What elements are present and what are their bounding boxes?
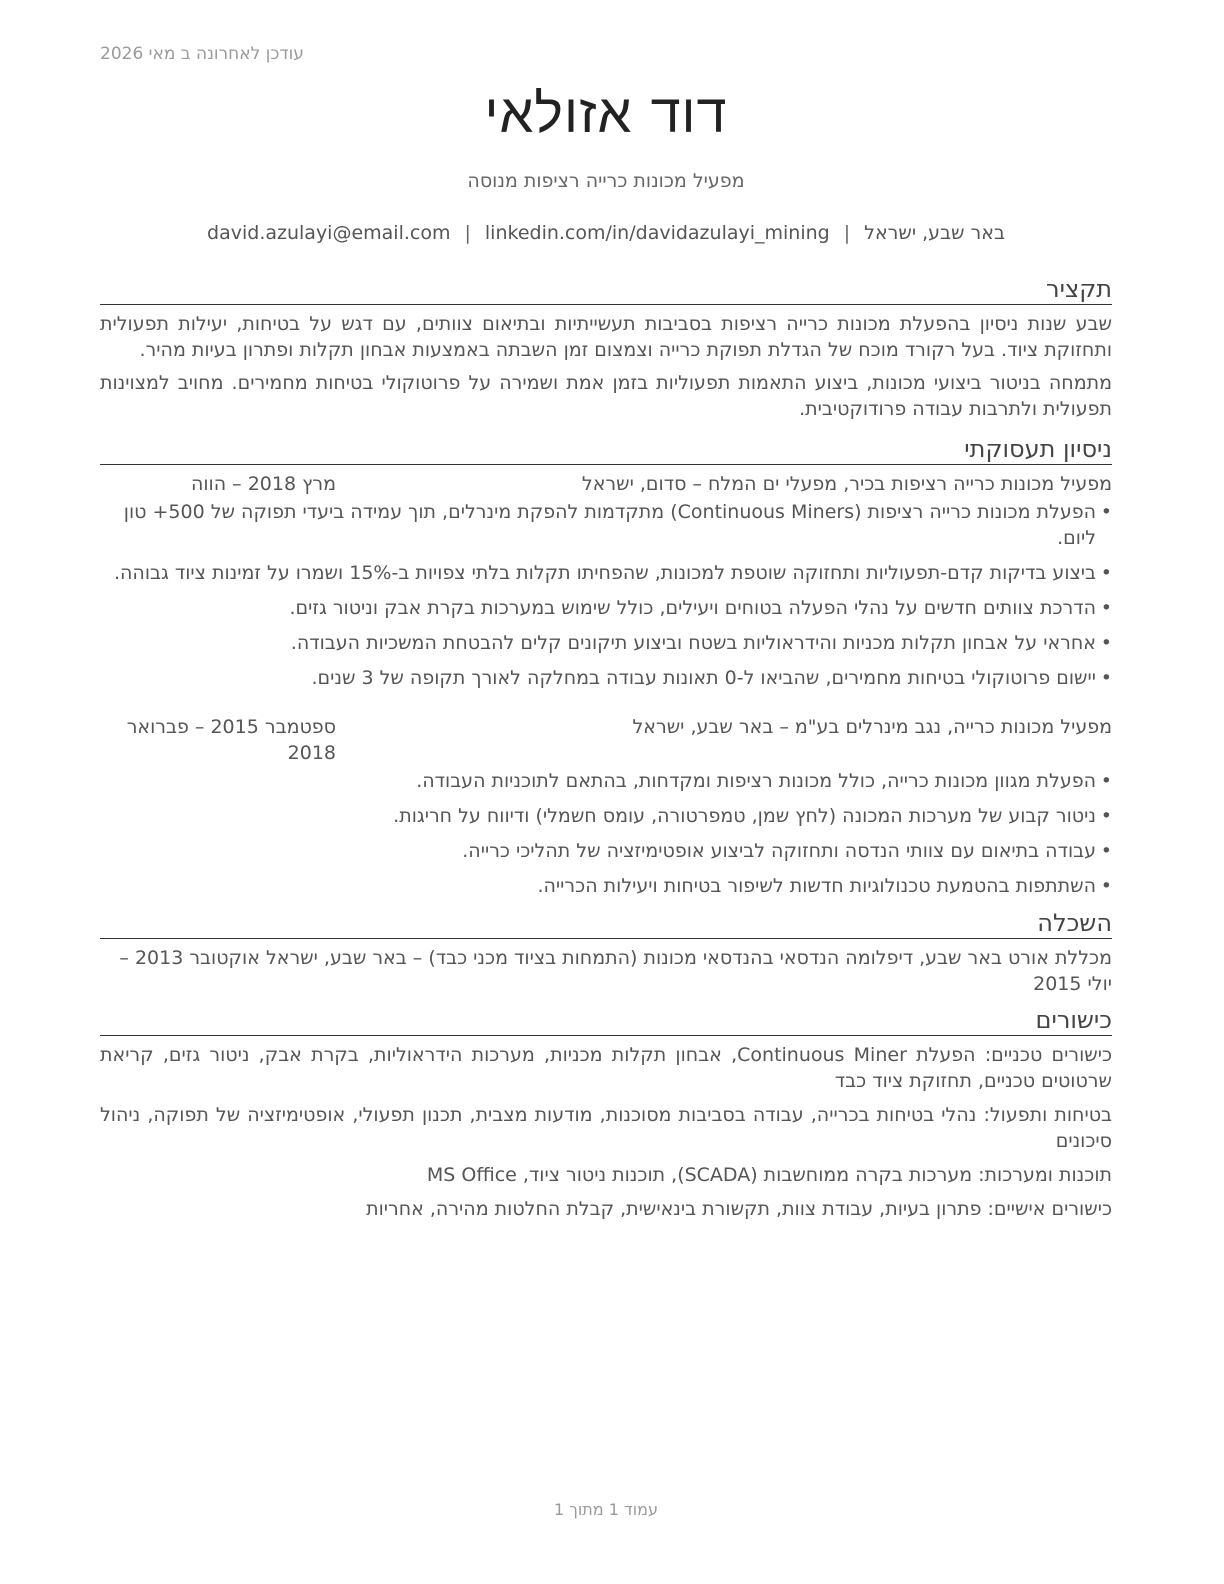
job-bullet: • השתתפות בהטמעת טכנולוגיות חדשות לשיפור בטיחות ויעילות הכרייה. [100,873,1112,899]
last-updated: עודכן לאחרונה ב מאי 2026 [100,44,304,64]
section-title-skills: כישורים [100,1005,1112,1036]
job-bullet: • הדרכת צוותים חדשים על נהלי הפעלה בטוחים ויעילים, כולל שימוש במערכות בקרת אבק וניטור גזים. [100,595,1112,621]
skill-line: כישורים אישיים: פתרון בעיות, עבודת צוות, תקשורת בינאישית, קבלת החלטות מהירה, אחריות [366,1198,1112,1220]
job-dates: ספטמבר 2015 – פברואר 2018 [126,716,336,764]
skills-section [100,1005,1112,1222]
job-bullet: • ניטור קבוע של מערכות המכונה (לחץ שמן, טמפרטורה, עומס חשמלי) ודיווח על חריגות. [100,803,1112,829]
contact-location: באר שבע, ישראל [864,222,1005,244]
page-number: עמוד 1 מתוך 1 [554,1500,658,1519]
job-bullet: • הפעלת מגוון מכונות כרייה, כולל מכונות רציפות ומקדחות, בהתאם לתוכניות העבודה. [100,768,1112,794]
contact-separator: | [843,222,851,244]
contact-linkedin[interactable]: linkedin.com/in/davidazulayi_mining [484,222,830,244]
job-header [100,471,1112,497]
candidate-name: דוד אזולאי [484,82,728,145]
summary-paragraph: מתמחה בניטור ביצועי מכונות, ביצוע התאמות תפעוליות בזמן אמת ושמירה על פרוטוקולי בטיחות מחמירים. מחויב למצוינות תפעולית ולתרבות עבודה פרודוקטיבית. [100,372,1112,420]
section-title-experience: ניסיון תעסוקתי [100,434,1112,465]
education-section [100,908,1112,997]
section-title-summary: תקציר [100,274,1112,305]
contact-line [100,222,1112,244]
section-title-education: השכלה [100,908,1112,939]
job-bullet: • הפעלת מכונות כרייה רציפות (Continuous Miners) מתקדמות להפקת מינרלים, תוך עמידה ביעדי תפוקה של 500+ טון ליום. [100,499,1112,551]
summary-paragraph: שבע שנות ניסיון בהפעלת מכונות כרייה רציפות בסביבות תעשייתיות ובתיאום צוותים, עם דגש על בטיחות, יעילות תפעולית ותחזוקת ציוד. בעל רקורד מוכח של הגדלת תפוקת כרייה וצמצום זמן השבתה באמצעות אבחון תקלות ופתרון בעיות מהיר. [100,313,1112,361]
job-header [100,714,1112,766]
job-bullet: • אחראי על אבחון תקלות מכניות והידראוליות בשטח וביצוע תיקונים קלים להבטחת המשכיות העבודה. [100,630,1112,656]
resume-page [100,0,1112,1584]
job-headline: מפעיל מכונות כרייה רציפות מנוסה [467,170,745,192]
skill-line: בטיחות ותפעול: נהלי בטיחות בכרייה, עבודה בסביבות מסוכנות, מודעות מצבית, תכנון תפעולי, אופטימיזציה של תפוקה, ניהול סיכונים [100,1104,1112,1152]
job-dates: מרץ 2018 – הווה [190,473,336,495]
contact-email[interactable]: david.azulayi@email.com [207,222,451,244]
job-bullet: • ביצוע בדיקות קדם-תפעוליות ותחזוקה שוטפת למכונות, שהפחיתו תקלות בלתי צפויות ב-15% ושמרו על זמינות ציוד גבוהה. [100,560,1112,586]
job-entry [100,471,1112,691]
experience-section [100,434,1112,899]
job-bullets [100,768,1112,899]
education-entry: מכללת אורט באר שבע, דיפלומה הנדסאי בהנדסאי מכונות (התמחות בציוד מכני כבד) – באר שבע, ישראל אוקטובר 2013 – יולי 2015 [119,947,1112,995]
contact-separator: | [464,222,471,244]
skill-line: כישורים טכניים: הפעלת Continuous Miner, אבחון תקלות מכניות, מערכות הידראוליות, בקרת אבק, ניטור גזים, קריאת שרטוטים טכניים, תחזוקת ציוד כבד [100,1044,1112,1092]
job-title: מפעיל מכונות כרייה רציפות בכיר, מפעלי ים המלח – סדום, ישראל [581,473,1112,495]
job-bullet: • עבודה בתיאום עם צוותי הנדסה ותחזוקה לביצוע אופטימיזציה של תהליכי כרייה. [100,838,1112,864]
job-bullet: • יישום פרוטוקולי בטיחות מחמירים, שהביאו ל-0 תאונות עבודה במחלקה לאורך תקופה של 3 שנים. [100,665,1112,691]
job-bullets [100,499,1112,691]
job-entry [100,714,1112,899]
resume-content [100,274,1112,1230]
skill-line: תוכנות ומערכות: מערכות בקרה ממוחשבות (SCADA), תוכנות ניטור ציוד, MS Office [426,1164,1112,1186]
job-title: מפעיל מכונות כרייה, נגב מינרלים בע"מ – באר שבע, ישראל [632,716,1112,738]
summary-section [100,274,1112,422]
